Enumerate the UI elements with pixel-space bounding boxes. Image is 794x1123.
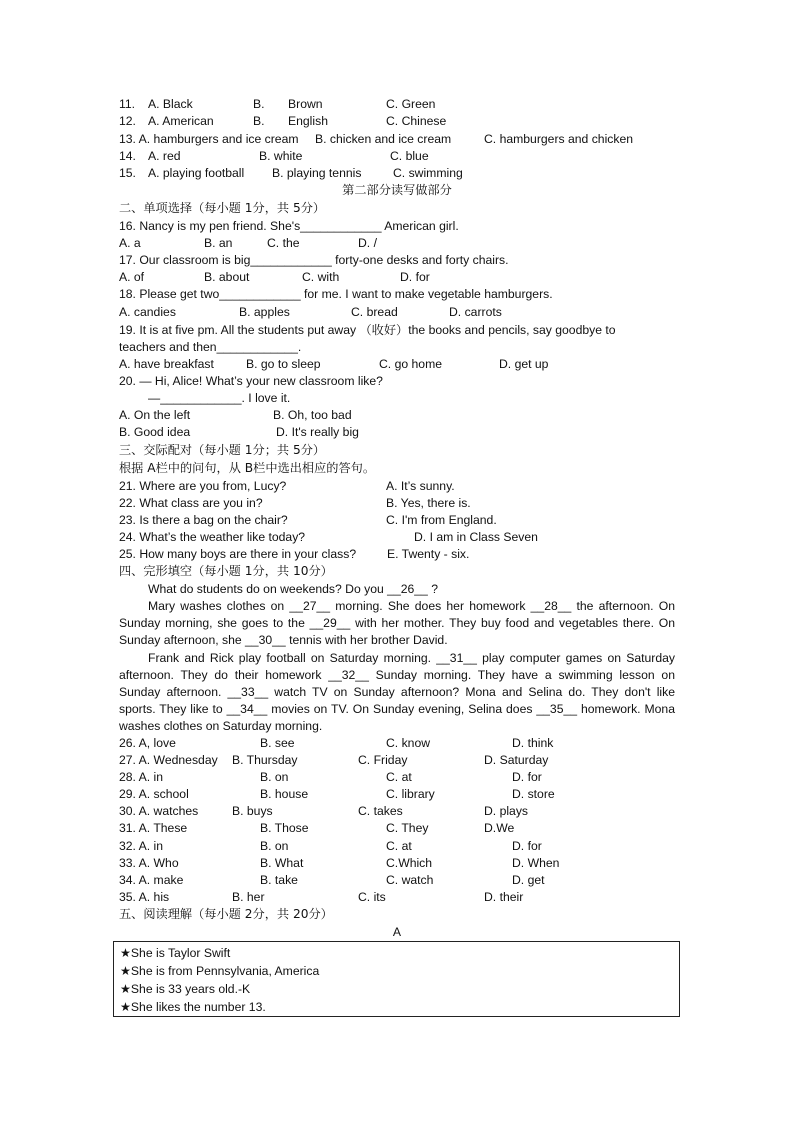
q16-option-a: A. a bbox=[119, 236, 141, 250]
cloze-27-option-d: D. Saturday bbox=[484, 753, 549, 767]
cloze-32-option-b: B. on bbox=[260, 839, 289, 853]
q19-option-c: C. go home bbox=[379, 357, 443, 371]
q20-options-row2 bbox=[119, 424, 675, 441]
q12-option-b-letter: B. bbox=[253, 114, 265, 128]
matching-answer-c: C. I'm from England. bbox=[386, 513, 497, 527]
cloze-33-option-d: D. When bbox=[512, 856, 560, 870]
cloze-31-option-a: 31. A. These bbox=[119, 821, 188, 835]
q15-option-c: C. swimming bbox=[393, 166, 463, 180]
q13-option-c: C. hamburgers and chicken bbox=[484, 132, 634, 146]
q16-option-c: C. the bbox=[267, 236, 300, 250]
cloze-30-option-c: C. takes bbox=[358, 804, 403, 818]
q13-option-b: B. chicken and ice cream bbox=[315, 132, 452, 146]
matching-question-25: 25. How many boys are there in your class? bbox=[119, 547, 357, 561]
q17-option-c: C. with bbox=[302, 270, 340, 284]
cloze-28-option-d: D. for bbox=[512, 770, 542, 784]
q17-option-d: D. for bbox=[400, 270, 430, 284]
q12-number: 12. bbox=[119, 114, 136, 128]
q16-option-b: B. an bbox=[204, 236, 233, 250]
q20-option-c: B. Good idea bbox=[119, 425, 191, 439]
cloze-27-option-c: C. Friday bbox=[358, 753, 408, 767]
q20-options-row1 bbox=[119, 407, 675, 424]
cloze-30-option-b: B. buys bbox=[232, 804, 273, 818]
cloze-options-27 bbox=[119, 752, 675, 769]
cloze-31-option-c: C. They bbox=[386, 821, 429, 835]
cloze-options-34 bbox=[119, 872, 675, 889]
cloze-paragraph-3-text: Frank and Rick play football on Saturday morning. __31__ play computer games on Saturday afternoon. They do their homework __32__ Sunday morning. They have a swimming lesson on Sunday afternoon. __33__ watch TV on Sunday afternoon? Mona and Selina do. They don't like sports. They like to __34__ movies on TV. On Sunday evening, Selina does __35__ homework. Mona washes clothes on Saturday morning. bbox=[119, 651, 675, 733]
q19-stem-line2: teachers and then____________. bbox=[119, 340, 302, 354]
cloze-options-33 bbox=[119, 855, 675, 872]
q19-option-a: A. have breakfast bbox=[119, 357, 214, 371]
q17-option-a: A. of bbox=[119, 270, 145, 284]
cloze-28-option-a: 28. A. in bbox=[119, 770, 164, 784]
cloze-30-option-d: D. plays bbox=[484, 804, 529, 818]
q18-options bbox=[119, 304, 675, 321]
q20-stem: 20. — Hi, Alice! What’s your new classroom like? bbox=[119, 374, 383, 388]
cloze-options-28 bbox=[119, 769, 675, 786]
section-3-heading: 三、交际配对（每小题 1分；共 5分） bbox=[119, 443, 326, 457]
q20-reply: —____________. I love it. bbox=[148, 391, 291, 405]
cloze-32-option-c: C. at bbox=[386, 839, 412, 853]
q19-options bbox=[119, 356, 675, 373]
q16-option-d: D. / bbox=[358, 236, 377, 250]
q17-stem: 17. Our classroom is big____________ forty-one desks and forty chairs. bbox=[119, 253, 509, 267]
cloze-33-option-c: C.Which bbox=[386, 856, 433, 870]
matching-answer-b: B. Yes, there is. bbox=[386, 496, 471, 510]
cloze-options-26 bbox=[119, 735, 675, 752]
question-14 bbox=[119, 148, 675, 165]
q14-option-c: C. blue bbox=[390, 149, 429, 163]
passage-a-line-2: ★She is from Pennsylvania, America bbox=[120, 964, 320, 978]
section-3-instruction: 根据 A栏中的问句，从 B栏中选出相应的答句。 bbox=[119, 461, 376, 475]
q19-option-b: B. go to sleep bbox=[246, 357, 321, 371]
cloze-26-option-b: B. see bbox=[260, 736, 295, 750]
q12-option-a: A. American bbox=[148, 114, 214, 128]
matching-question-24: 24. What’s the weather like today? bbox=[119, 530, 306, 544]
cloze-paragraph-2-text: Mary washes clothes on __27__ morning. She does her homework __28__ the afternoon. On Sunday morning, she goes to the __29__ with her mother. They buy food and vegetables there. On Sunday afternoon, she __30__ tennis with her brother David. bbox=[119, 599, 675, 647]
q18-stem: 18. Please get two____________ for me. I want to make vegetable hamburgers. bbox=[119, 287, 553, 301]
cloze-35-option-d: D. their bbox=[484, 890, 524, 904]
matching-answer-d: D. I am in Class Seven bbox=[414, 530, 538, 544]
passage-a-line-4: ★She likes the number 13. bbox=[120, 1000, 266, 1014]
question-12 bbox=[119, 113, 675, 130]
cloze-31-option-b: B. Those bbox=[260, 821, 309, 835]
cloze-32-option-d: D. for bbox=[512, 839, 542, 853]
cloze-26-option-c: C. know bbox=[386, 736, 431, 750]
cloze-33-option-b: B. What bbox=[260, 856, 304, 870]
q14-option-b: B. white bbox=[259, 149, 303, 163]
cloze-27-option-b: B. Thursday bbox=[232, 753, 298, 767]
q20-option-d: D. It's really big bbox=[276, 425, 359, 439]
cloze-32-option-a: 32. A. in bbox=[119, 839, 164, 853]
passage-a-line-3: ★She is 33 years old.-K bbox=[120, 982, 251, 996]
q18-option-c: C. bread bbox=[351, 305, 398, 319]
q18-option-b: B. apples bbox=[239, 305, 290, 319]
q19-option-d: D. get up bbox=[499, 357, 549, 371]
section-2-heading: 二、单项选择（每小题 1分，共 5分） bbox=[119, 201, 326, 215]
cloze-options-32 bbox=[119, 838, 675, 855]
section-5-heading: 五、阅读理解（每小题 2分，共 20分） bbox=[119, 907, 333, 921]
cloze-options-31 bbox=[119, 820, 675, 837]
q20-option-a: A. On the left bbox=[119, 408, 191, 422]
matching-question-21: 21. Where are you from, Lucy? bbox=[119, 479, 287, 493]
cloze-31-option-d: D.We bbox=[484, 821, 515, 835]
cloze-28-option-b: B. on bbox=[260, 770, 289, 784]
q15-option-a: A. playing football bbox=[148, 166, 245, 180]
q18-option-d: D. carrots bbox=[449, 305, 502, 319]
section-4-heading: 四、完形填空（每小题 1分，共 10分） bbox=[119, 564, 333, 578]
passage-a-box bbox=[113, 941, 680, 1017]
matching-question-23: 23. Is there a bag on the chair? bbox=[119, 513, 288, 527]
q14-number: 14. bbox=[119, 149, 136, 163]
matching-answer-e: E. Twenty - six. bbox=[387, 547, 470, 561]
q13-option-a: 13. A. hamburgers and ice cream bbox=[119, 132, 299, 146]
cloze-26-option-a: 26. A, love bbox=[119, 736, 176, 750]
matching-question-22: 22. What class are you in? bbox=[119, 496, 263, 510]
q14-option-a: A. red bbox=[148, 149, 181, 163]
q12-option-b: English bbox=[288, 114, 328, 128]
part-two-title: 第二部分读写做部分 bbox=[342, 183, 452, 197]
cloze-35-option-c: C. its bbox=[358, 890, 386, 904]
q17-options bbox=[119, 269, 675, 286]
cloze-29-option-a: 29. A. school bbox=[119, 787, 189, 801]
cloze-29-option-b: B. house bbox=[260, 787, 309, 801]
cloze-paragraph-1: What do students do on weekends? Do you __26__ ? bbox=[148, 582, 438, 596]
matching-row-21 bbox=[119, 478, 675, 495]
cloze-paragraph-2 bbox=[119, 598, 675, 649]
cloze-options-30 bbox=[119, 803, 675, 820]
question-13 bbox=[119, 131, 675, 148]
cloze-34-option-a: 34. A. make bbox=[119, 873, 184, 887]
question-11 bbox=[119, 96, 675, 113]
cloze-27-option-a: 27. A. Wednesday bbox=[119, 753, 218, 767]
passage-label: A bbox=[392, 925, 402, 939]
q20-option-b: B. Oh, too bad bbox=[273, 408, 352, 422]
q11-option-a: A. Black bbox=[148, 97, 193, 111]
q16-options bbox=[119, 235, 675, 252]
q16-stem: 16. Nancy is my pen friend. She's____________ American girl. bbox=[119, 219, 459, 233]
cloze-29-option-d: D. store bbox=[512, 787, 555, 801]
cloze-29-option-c: C. library bbox=[386, 787, 435, 801]
cloze-26-option-d: D. think bbox=[512, 736, 554, 750]
cloze-options-29 bbox=[119, 786, 675, 803]
cloze-34-option-c: C. watch bbox=[386, 873, 434, 887]
cloze-28-option-c: C. at bbox=[386, 770, 412, 784]
matching-answer-a: A. It’s sunny. bbox=[386, 479, 455, 493]
matching-row-22 bbox=[119, 495, 675, 512]
cloze-35-option-a: 35. A. his bbox=[119, 890, 170, 904]
passage-a-line-1: ★She is Taylor Swift bbox=[120, 946, 231, 960]
q11-option-b-letter: B. bbox=[253, 97, 265, 111]
cloze-34-option-d: D. get bbox=[512, 873, 545, 887]
cloze-33-option-a: 33. A. Who bbox=[119, 856, 179, 870]
cloze-35-option-b: B. her bbox=[232, 890, 265, 904]
q11-number: 11. bbox=[119, 97, 136, 111]
cloze-paragraph-3 bbox=[119, 650, 675, 735]
cloze-30-option-a: 30. A. watches bbox=[119, 804, 199, 818]
q15-option-b: B. playing tennis bbox=[272, 166, 362, 180]
q11-option-b: Brown bbox=[288, 97, 323, 111]
q18-option-a: A. candies bbox=[119, 305, 176, 319]
question-15 bbox=[119, 165, 675, 182]
cloze-options-35 bbox=[119, 889, 675, 906]
matching-row-25 bbox=[119, 546, 675, 563]
q11-option-c: C. Green bbox=[386, 97, 436, 111]
q19-stem-line1: 19. It is at five pm. All the students put away （收好）the books and pencils, say goodbye to bbox=[119, 323, 616, 337]
matching-row-24 bbox=[119, 529, 675, 546]
cloze-34-option-b: B. take bbox=[260, 873, 298, 887]
q15-number: 15. bbox=[119, 166, 136, 180]
q12-option-c: C. Chinese bbox=[386, 114, 447, 128]
q17-option-b: B. about bbox=[204, 270, 250, 284]
matching-row-23 bbox=[119, 512, 675, 529]
